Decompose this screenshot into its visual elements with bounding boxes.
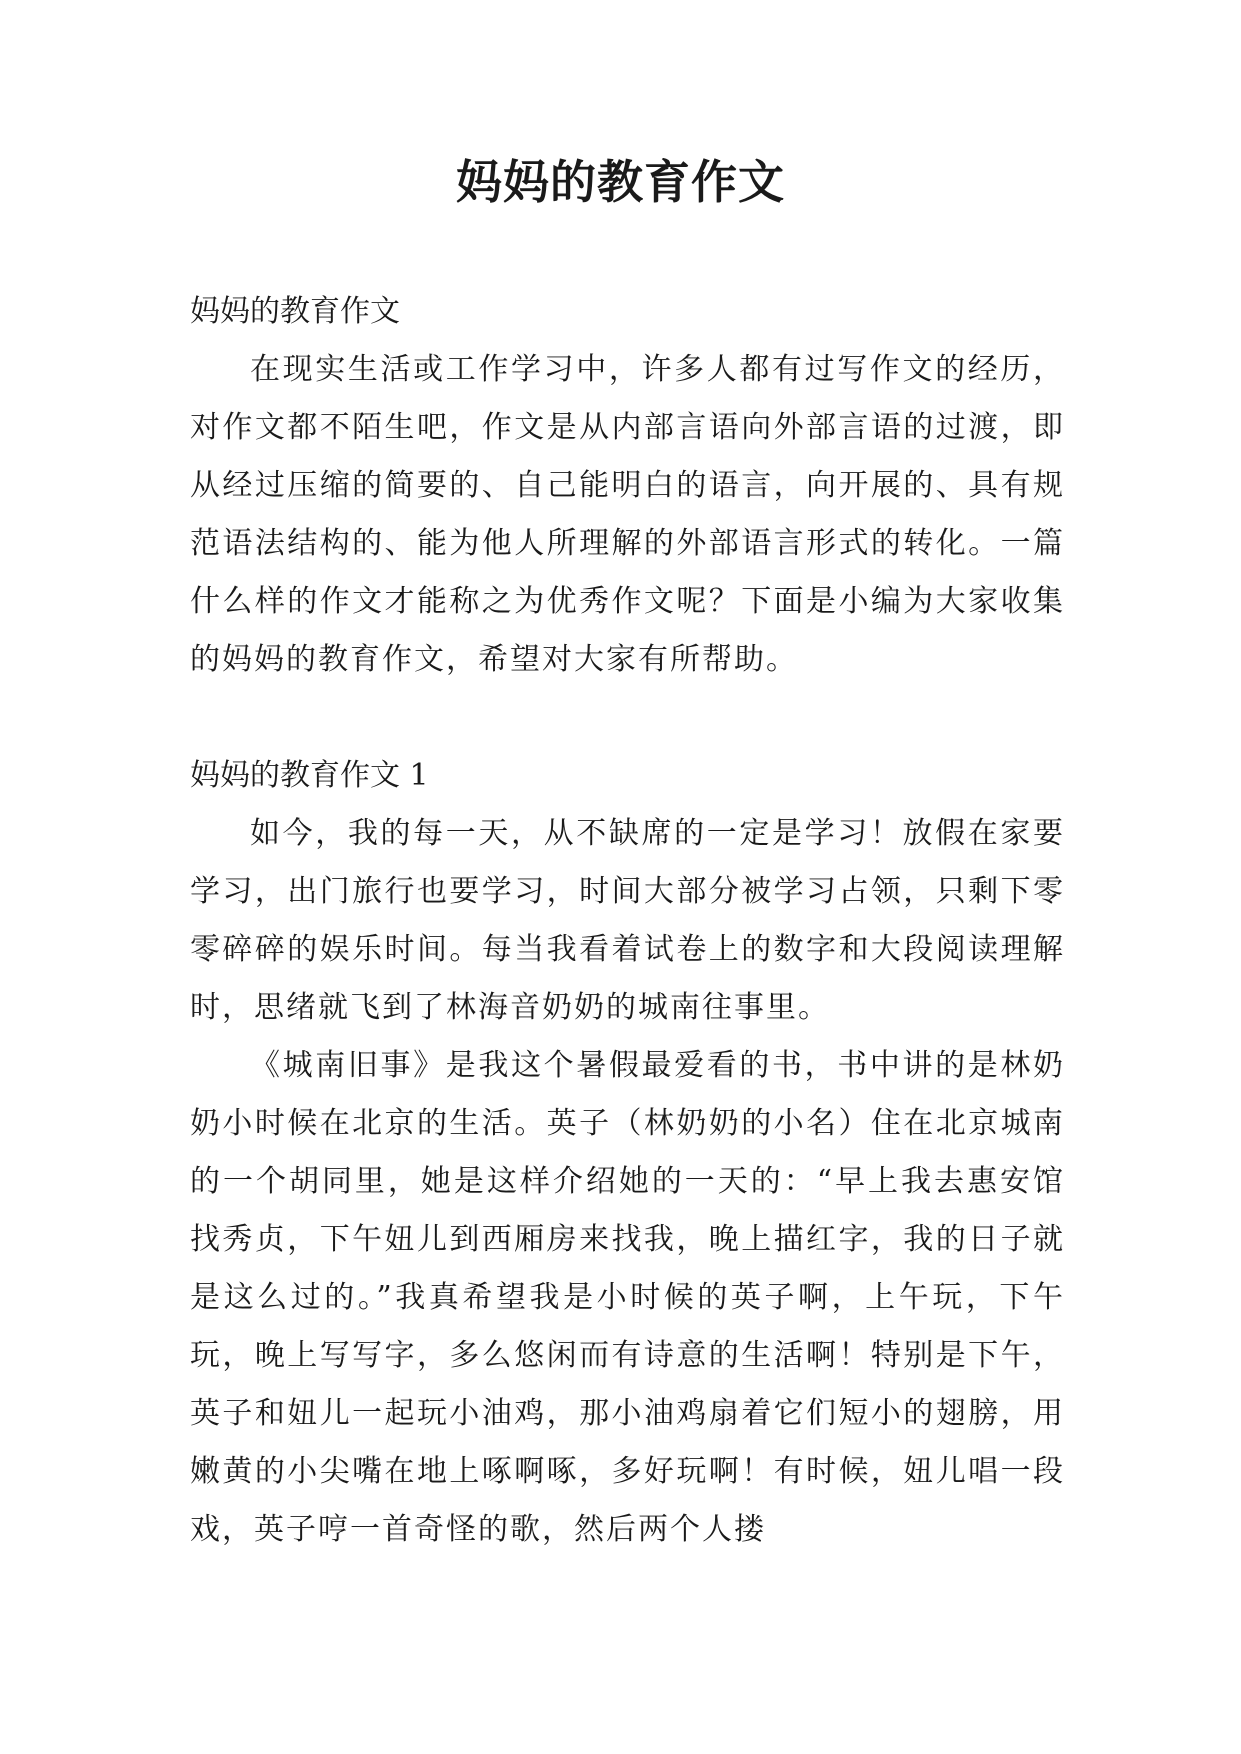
intro-paragraph: 在现实生活或工作学习中，许多人都有过写作文的经历，对作文都不陌生吧，作文是从内部言语向外部言语的过渡，即从经过压缩的简要的、自己能明白的语言，向开展的、具有规范语法结构的、能为他人所理解的外部语言形式的转化。一篇什么样的作文才能称之为优秀作文呢？下面是小编为大家收集的妈妈的教育作文，希望对大家有所帮助。: [190, 352, 1065, 677]
document-title: 妈妈的教育作文: [456, 155, 785, 209]
section-1-heading: 妈妈的教育作文 1: [190, 758, 429, 793]
document-body: [190, 283, 1065, 1559]
section-spacer: [190, 689, 1065, 747]
section-1-paragraph-2: 《城南旧事》是我这个暑假最爱看的书，书中讲的是林奶奶小时候在北京的生活。英子（林奶奶的小名）住在北京城南的一个胡同里，她是这样介绍她的一天的：“早上我去惠安馆找秀贞，下午妞儿到西厢房来找我，晚上描红字，我的日子就是这么过的。”我真希望我是小时候的英子啊，上午玩，下午玩，晚上写写字，多么悠闲而有诗意的生活啊！特别是下午，英子和妞儿一起玩小油鸡，那小油鸡扇着它们短小的翅膀，用嫩黄的小尖嘴在地上啄啊啄，多好玩啊！有时候，妞儿唱一段戏，英子哼一首奇怪的歌，然后两个人搂: [190, 1048, 1065, 1547]
section-1-paragraph-1: 如今，我的每一天，从不缺席的一定是学习！放假在家要学习，出门旅行也要学习，时间大部分被学习占领，只剩下零零碎碎的娱乐时间。每当我看着试卷上的数字和大段阅读理解时，思绪就飞到了林海音奶奶的城南往事里。: [190, 816, 1065, 1025]
intro-heading: 妈妈的教育作文: [190, 294, 400, 329]
